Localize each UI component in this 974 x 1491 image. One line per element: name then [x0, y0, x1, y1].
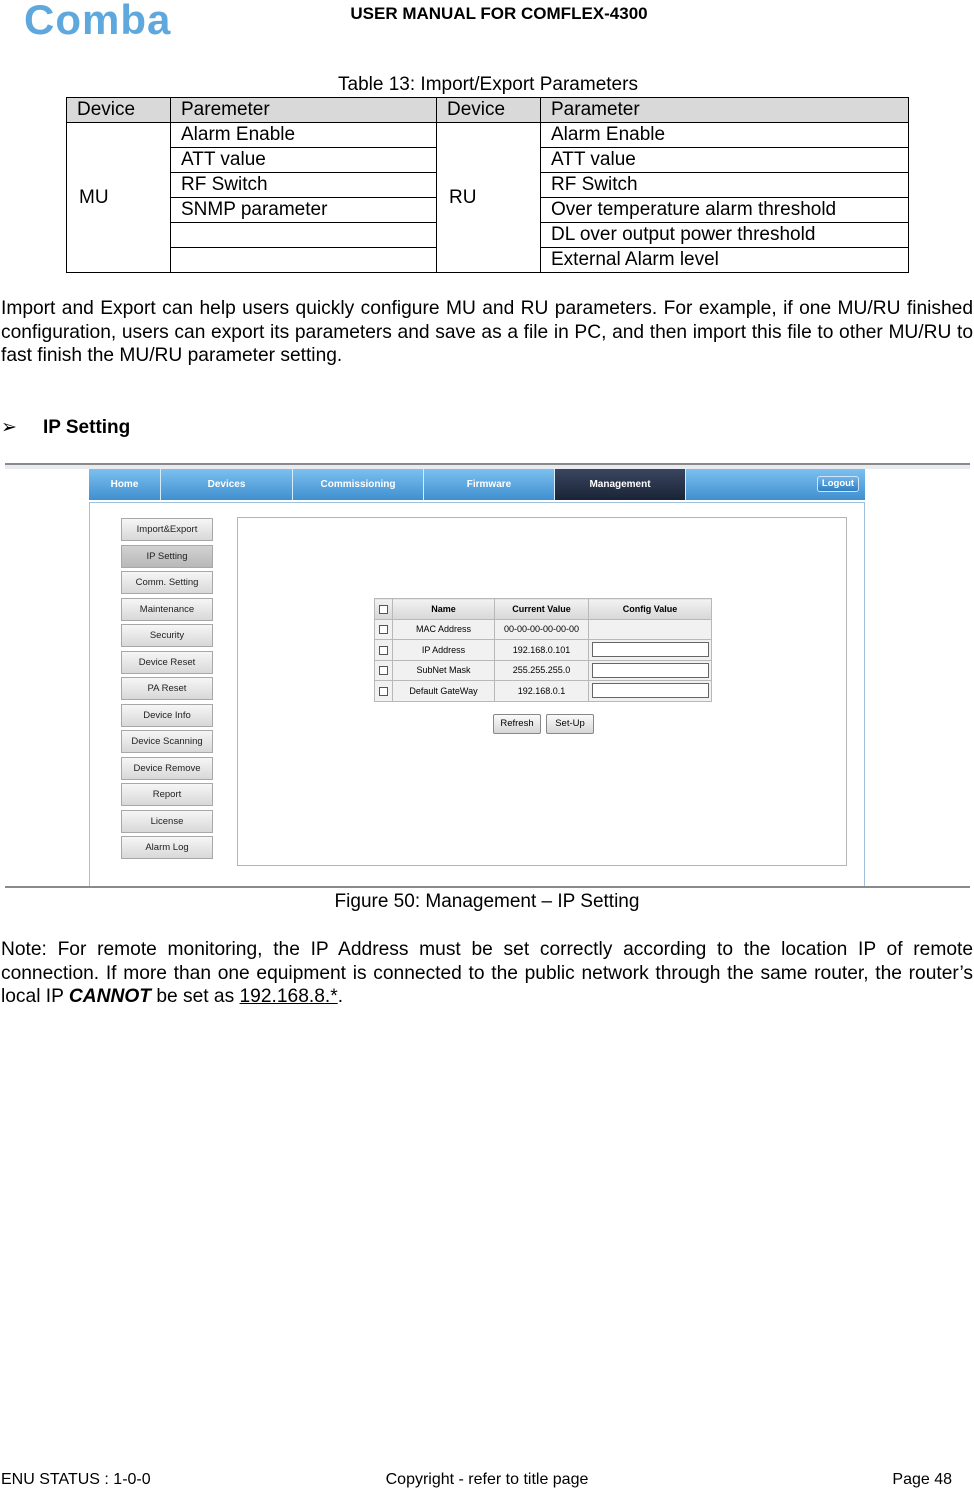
- header-device-mu: Device: [67, 98, 171, 123]
- ru-param: External Alarm level: [541, 248, 909, 273]
- row-name: Default GateWay: [393, 681, 495, 702]
- ip-setting-screenshot: [5, 463, 970, 888]
- arrow-bullet-icon: ➢: [1, 417, 17, 438]
- ip-setting-table: [374, 598, 712, 702]
- top-navigation: [89, 469, 865, 500]
- row-current-value: 00-00-00-00-00-00: [495, 619, 589, 640]
- header-parameter-ru: Parameter: [541, 98, 909, 123]
- note-text: Note: For remote monitoring, the IP Address must be set correctly according to the location IP of remote connection. If more than one equipment is connected to the public network through the same router, the router’s local IP: [1, 939, 973, 1007]
- menu-comm-setting[interactable]: Comm. Setting: [121, 571, 213, 594]
- table-row: [67, 123, 909, 148]
- menu-security[interactable]: Security: [121, 624, 213, 647]
- setup-button[interactable]: Set-Up: [546, 714, 594, 734]
- row-config-cell: [589, 681, 712, 702]
- import-export-table: [66, 97, 909, 273]
- row-name: MAC Address: [393, 619, 495, 640]
- nav-devices[interactable]: Devices: [161, 469, 293, 500]
- footer-page: Page 48: [892, 1471, 952, 1488]
- select-all-cell: [375, 599, 393, 620]
- menu-import-export[interactable]: Import&Export: [121, 518, 213, 541]
- note-emphasis: CANNOT: [68, 986, 151, 1007]
- nav-home[interactable]: Home: [89, 469, 161, 500]
- menu-device-remove[interactable]: Device Remove: [121, 757, 213, 780]
- row-checkbox-cell: [375, 619, 393, 640]
- section-heading: [1, 416, 130, 439]
- table-row: [375, 619, 712, 640]
- figure-caption: Figure 50: Management – IP Setting: [334, 891, 640, 912]
- nav-commissioning[interactable]: Commissioning: [293, 469, 424, 500]
- document-title: USER MANUAL FOR COMFLEX-4300: [350, 4, 648, 23]
- row-name: IP Address: [393, 640, 495, 661]
- ip-config-input[interactable]: [592, 642, 709, 657]
- device-mu: MU: [67, 123, 171, 273]
- section-title: IP Setting: [43, 417, 131, 438]
- row-current-value: 192.168.0.101: [495, 640, 589, 661]
- nav-firmware[interactable]: Firmware: [424, 469, 555, 500]
- menu-maintenance[interactable]: Maintenance: [121, 598, 213, 621]
- menu-pa-reset[interactable]: PA Reset: [121, 677, 213, 700]
- device-ru: RU: [437, 123, 541, 273]
- ru-param: DL over output power threshold: [541, 223, 909, 248]
- table-caption: Table 13: Import/Export Parameters: [338, 74, 638, 95]
- footer-copyright: Copyright - refer to title page: [385, 1471, 589, 1488]
- ru-param: ATT value: [541, 148, 909, 173]
- table-row: [375, 660, 712, 681]
- table-row: [375, 640, 712, 661]
- ru-param: Alarm Enable: [541, 123, 909, 148]
- menu-device-reset[interactable]: Device Reset: [121, 651, 213, 674]
- mu-param: SNMP parameter: [171, 198, 437, 223]
- logout-button[interactable]: Logout: [817, 476, 859, 492]
- mu-param: RF Switch: [171, 173, 437, 198]
- import-export-description: Import and Export can help users quickly configure MU and RU parameters. For example, if one MU/RU finished configuration, users can export its parameters and save as a file in PC, and then import this file to other MU/RU to fast finish the MU/RU parameter setting.: [1, 298, 973, 366]
- subnet-checkbox[interactable]: [379, 666, 388, 675]
- menu-alarm-log[interactable]: Alarm Log: [121, 836, 213, 859]
- row-config-empty: [589, 619, 712, 640]
- row-current-value: 192.168.0.1: [495, 681, 589, 702]
- subnet-config-input[interactable]: [592, 663, 709, 678]
- menu-report[interactable]: Report: [121, 783, 213, 806]
- col-current-value: Current Value: [495, 599, 589, 620]
- menu-device-scanning[interactable]: Device Scanning: [121, 730, 213, 753]
- nav-management[interactable]: Management: [555, 469, 686, 500]
- ru-param: Over temperature alarm threshold: [541, 198, 909, 223]
- table-row: [375, 681, 712, 702]
- mu-param: Alarm Enable: [171, 123, 437, 148]
- note-paragraph: [1, 938, 973, 1009]
- header-parameter-mu: Paremeter: [171, 98, 437, 123]
- ip-setting-content: [237, 517, 847, 866]
- row-name: SubNet Mask: [393, 660, 495, 681]
- ru-param: RF Switch: [541, 173, 909, 198]
- menu-license[interactable]: License: [121, 810, 213, 833]
- col-config-value: Config Value: [589, 599, 712, 620]
- note-ip: 192.168.8.*: [239, 986, 338, 1007]
- ip-table-header: [375, 599, 712, 620]
- svg-text:Comba: Comba: [24, 0, 172, 42]
- row-current-value: 255.255.255.0: [495, 660, 589, 681]
- row-checkbox-cell: [375, 681, 393, 702]
- mu-param-empty: [171, 223, 437, 248]
- note-suffix: .: [337, 986, 344, 1007]
- management-menu: [121, 518, 213, 863]
- note-text-middle: be set as: [150, 986, 240, 1007]
- menu-ip-setting[interactable]: IP Setting: [121, 545, 213, 568]
- menu-device-info[interactable]: Device Info: [121, 704, 213, 727]
- mac-checkbox[interactable]: [379, 625, 388, 634]
- header-device-ru: Device: [437, 98, 541, 123]
- nav-spacer: [686, 469, 865, 500]
- refresh-button[interactable]: Refresh: [493, 714, 541, 734]
- row-checkbox-cell: [375, 640, 393, 661]
- mu-param-empty: [171, 248, 437, 273]
- footer-status: ENU STATUS : 1-0-0: [1, 1471, 151, 1488]
- row-config-cell: [589, 640, 712, 661]
- mu-param: ATT value: [171, 148, 437, 173]
- gateway-config-input[interactable]: [592, 683, 709, 698]
- col-name: Name: [393, 599, 495, 620]
- select-all-checkbox[interactable]: [379, 605, 388, 614]
- row-checkbox-cell: [375, 660, 393, 681]
- row-config-cell: [589, 660, 712, 681]
- table-header-row: [67, 98, 909, 123]
- ip-checkbox[interactable]: [379, 646, 388, 655]
- gateway-checkbox[interactable]: [379, 687, 388, 696]
